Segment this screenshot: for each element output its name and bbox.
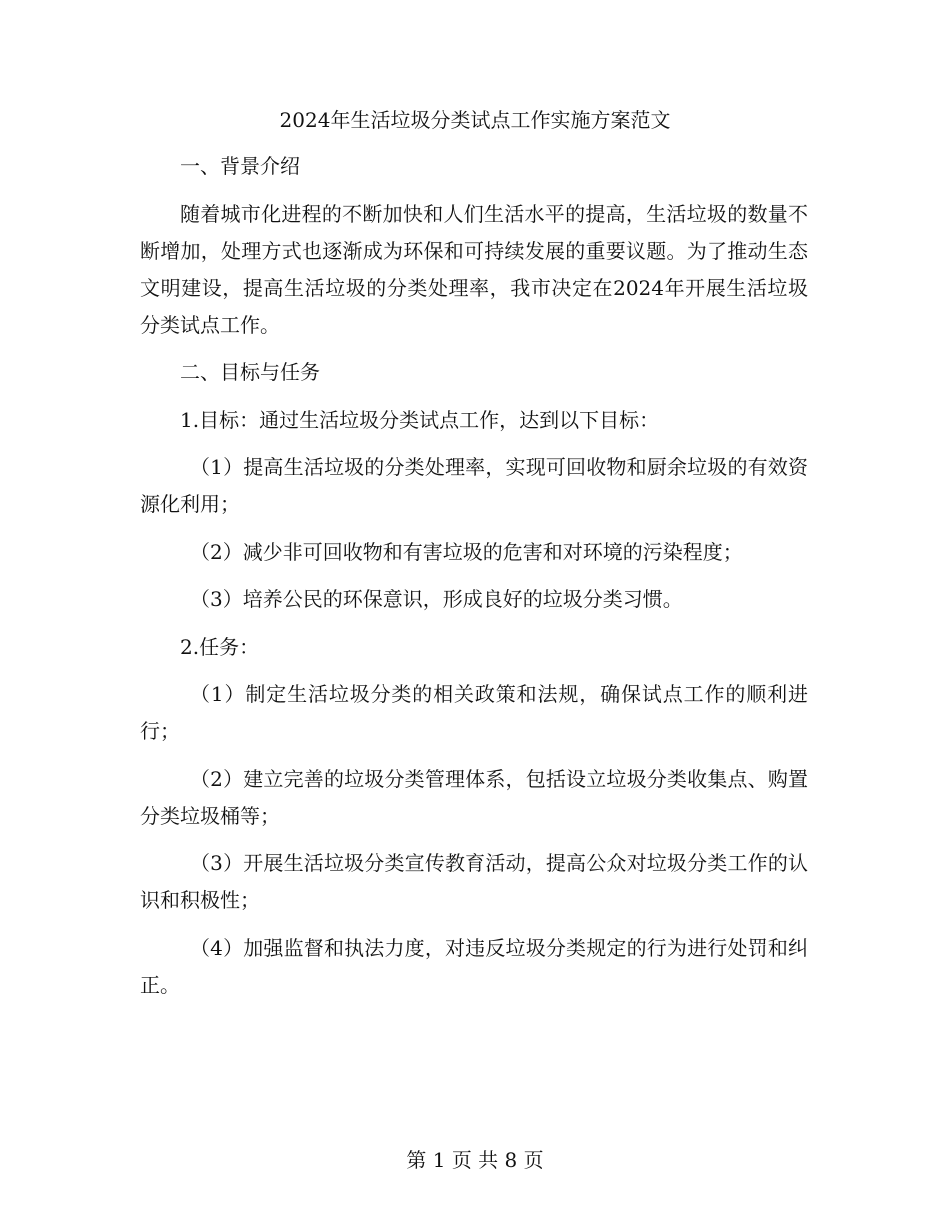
goal-item-2: （2）减少非可回收物和有害垃圾的危害和对环境的污染程度； bbox=[190, 539, 743, 564]
goal-item-1: （1）提高生活垃圾的分类处理率，实现可回收物和厨余垃圾的有效资源化利用； bbox=[140, 455, 808, 516]
document-title: 2024年生活垃圾分类试点工作实施方案范文 bbox=[279, 108, 671, 132]
task-item-1: （1）制定生活垃圾分类的相关政策和法规，确保试点工作的顺利进行； bbox=[140, 682, 808, 743]
task-item-3: （3）开展生活垃圾分类宣传教育活动，提高公众对垃圾分类工作的认识和积极性； bbox=[140, 851, 808, 912]
task-item-4: （4）加强监督和执法力度，对违反垃圾分类规定的行为进行处罚和纠正。 bbox=[140, 935, 808, 997]
section-heading-background: 一、背景介绍 bbox=[180, 154, 300, 178]
section-heading-goals-tasks: 二、目标与任务 bbox=[180, 360, 320, 384]
goal-item-3: （3）培养公民的环保意识，形成良好的垃圾分类习惯。 bbox=[190, 587, 683, 611]
paragraph-background: 随着城市化进程的不断加快和人们生活水平的提高，生活垃圾的数量不断增加，处理方式也逐渐成为环保和可持续发展的重要议题。为了推动生态文明建设，提高生活垃圾的分类处理率，我市决定在2024年开展生活垃圾分类试点工作。 bbox=[140, 201, 808, 337]
subheading-goals: 1.目标：通过生活垃圾分类试点工作，达到以下目标： bbox=[180, 407, 660, 432]
subheading-tasks: 2.任务： bbox=[180, 634, 260, 659]
task-item-2: （2）建立完善的垃圾分类管理体系，包括设立垃圾分类收集点、购置分类垃圾桶等； bbox=[140, 766, 808, 828]
page-number-footer: 第 1 页 共 8 页 bbox=[406, 1148, 544, 1172]
document-body bbox=[140, 148, 808, 1014]
